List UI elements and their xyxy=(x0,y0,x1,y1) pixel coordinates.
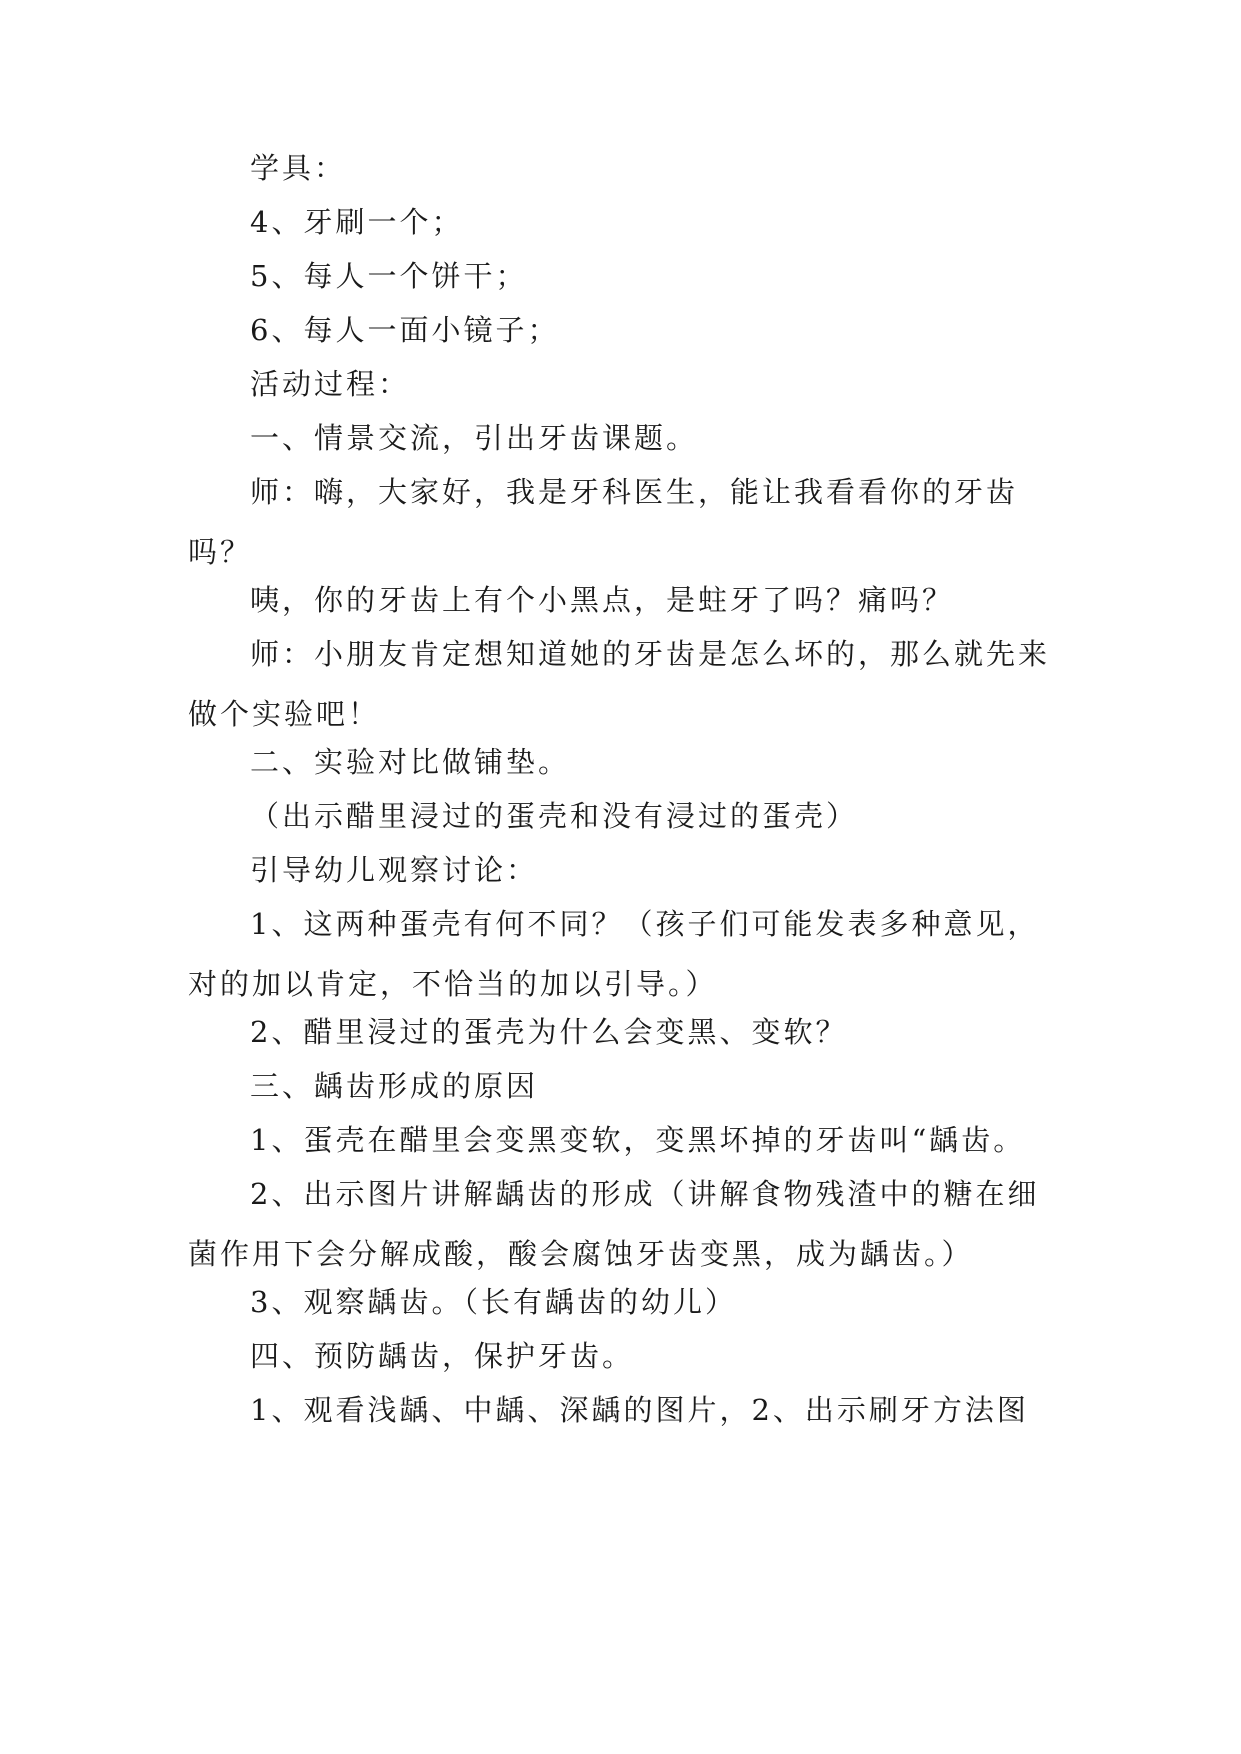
paragraph-7: 师：嗨，大家好，我是牙科医生，能让我看看你的牙齿吗？ xyxy=(188,475,1019,569)
paragraph-4: 6、每人一面小镜子； xyxy=(250,313,560,347)
paragraph-20: 1、观看浅龋、中龋、深龋的图片，2、出示刷牙方法图 xyxy=(250,1393,1029,1427)
paragraph-10: 二、实验对比做铺垫。 xyxy=(250,745,571,779)
paragraph-12: 引导幼儿观察讨论： xyxy=(250,853,539,887)
paragraph-14: 2、醋里浸过的蛋壳为什么会变黑、变软？ xyxy=(250,1015,848,1049)
paragraph-13: 1、这两种蛋壳有何不同？（孩子们可能发表多种意见，对的加以肯定，不恰当的加以引导。） xyxy=(188,907,1040,1001)
paragraph-9: 师：小朋友肯定想知道她的牙齿是怎么坏的，那么就先来做个实验吧！ xyxy=(188,637,1051,731)
paragraph-19: 四、预防龋齿，保护牙齿。 xyxy=(250,1339,635,1373)
paragraph-15: 三、龋齿形成的原因 xyxy=(250,1069,539,1103)
paragraph-2: 4、牙刷一个； xyxy=(250,205,464,239)
paragraph-8: 咦，你的牙齿上有个小黑点，是蛀牙了吗？痛吗？ xyxy=(250,583,955,617)
paragraph-18: 3、观察龋齿。（长有龋齿的幼儿） xyxy=(250,1285,737,1319)
paragraph-3: 5、每人一个饼干； xyxy=(250,259,528,293)
paragraph-17: 2、出示图片讲解龋齿的形成（讲解食物残渣中的糖在细菌作用下会分解成酸，酸会腐蚀牙齿变黑，成为龋齿。） xyxy=(188,1177,1040,1271)
paragraph-11: （出示醋里浸过的蛋壳和没有浸过的蛋壳） xyxy=(250,799,859,833)
paragraph-16: 1、蛋壳在醋里会变黑变软，变黑坏掉的牙齿叫“龋齿。 xyxy=(250,1123,1026,1157)
paragraph-1: 学具： xyxy=(250,151,347,185)
paragraph-5: 活动过程： xyxy=(250,367,411,401)
paragraph-6: 一、情景交流，引出牙齿课题。 xyxy=(250,421,699,455)
